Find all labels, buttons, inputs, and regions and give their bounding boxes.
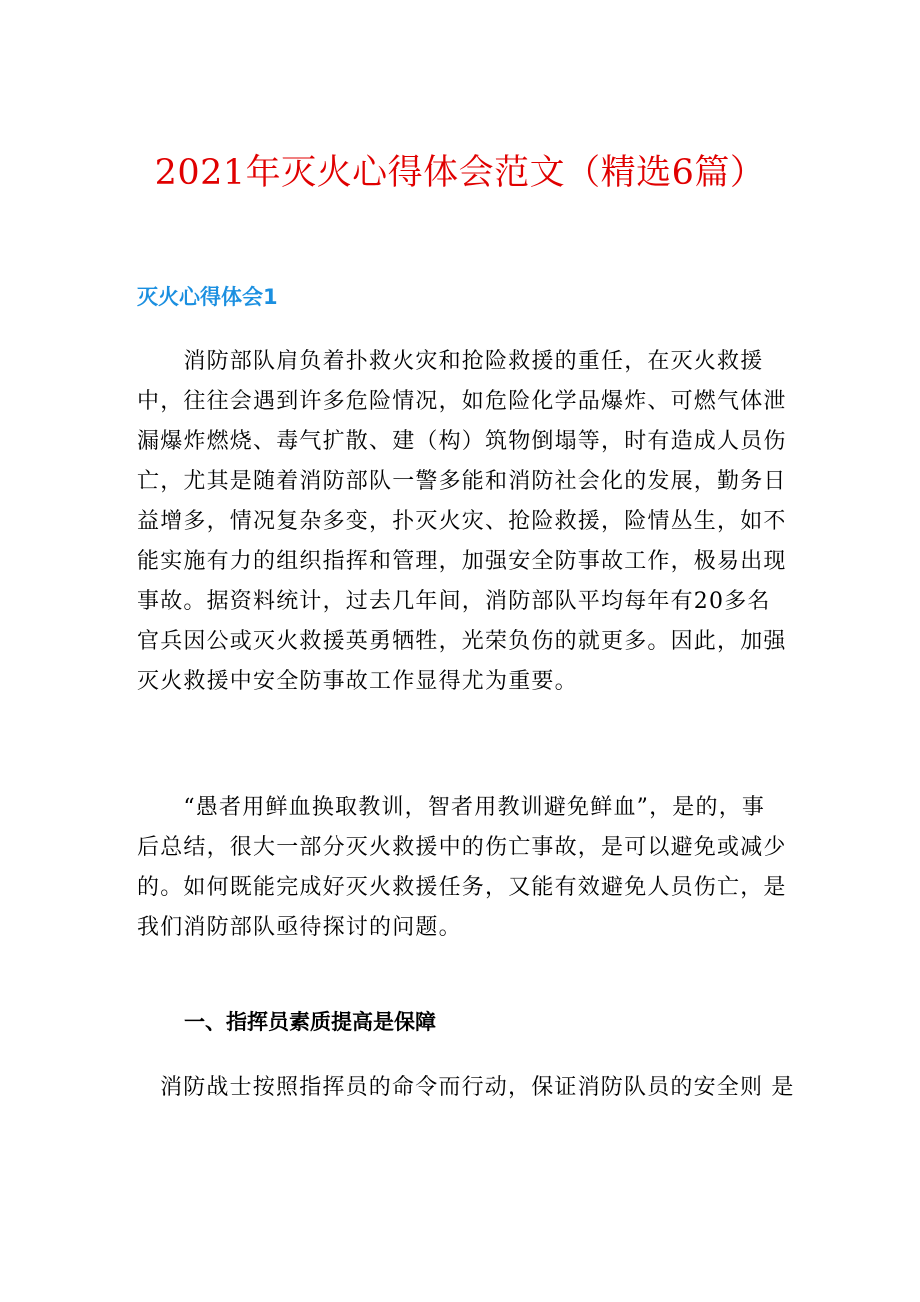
paragraph-line: 事故。据资料统计，过去几年间，消防部队平均每年有20多名 [137, 589, 771, 614]
paragraph-line: 中，往往会遇到许多危险情况，如危险化学品爆炸、可燃气体泄 [137, 389, 787, 414]
paragraph-line: 消防战士按照指挥员的命令而行动，保证消防队员的安全则 是 [160, 1075, 795, 1100]
paragraph-line: 的。如何既能完成好灭火救援任务，又能有效避免人员伤亡，是 [137, 875, 787, 900]
paragraph-line: 灭火救援中安全防事故工作显得尤为重要。 [137, 669, 578, 694]
paragraph-line: 官兵因公或灭火救援英勇牺牲，光荣负伤的就更多。因此，加强 [137, 629, 787, 654]
paragraph-2 [137, 788, 785, 948]
section-heading: 灭火心得体会1 [137, 285, 278, 309]
paragraph-line: 消防部队肩负着扑救火灾和抢险救援的重任，在灭火救援 [137, 349, 764, 374]
paragraph-3 [160, 1068, 808, 1108]
paragraph-line: 能实施有力的组织指挥和管理，加强安全防事故工作，极易出现 [137, 549, 787, 574]
paragraph-line: 我们消防部队亟待探讨的问题。 [137, 915, 462, 940]
subheading-1: 一、指挥员素质提高是保障 [184, 1010, 436, 1034]
paragraph-line: 漏爆炸燃烧、毒气扩散、建（构）筑物倒塌等，时有造成人员伤 [137, 429, 787, 454]
paragraph-line: 后总结，很大一部分灭火救援中的伤亡事故，是可以避免或减少 [137, 835, 787, 860]
document-title: 2021年灭火心得体会范文（精选6篇） [154, 153, 766, 193]
paragraph-line: 亡，尤其是随着消防部队一警多能和消防社会化的发展，勤务日 [137, 469, 787, 494]
paragraph-line: 益增多，情况复杂多变，扑灭火灾、抢险救援，险情丛生，如不 [137, 509, 787, 534]
paragraph-line: “愚者用鲜血换取教训，智者用教训避免鲜血”，是的，事 [137, 795, 766, 820]
paragraph-1 [137, 342, 785, 702]
